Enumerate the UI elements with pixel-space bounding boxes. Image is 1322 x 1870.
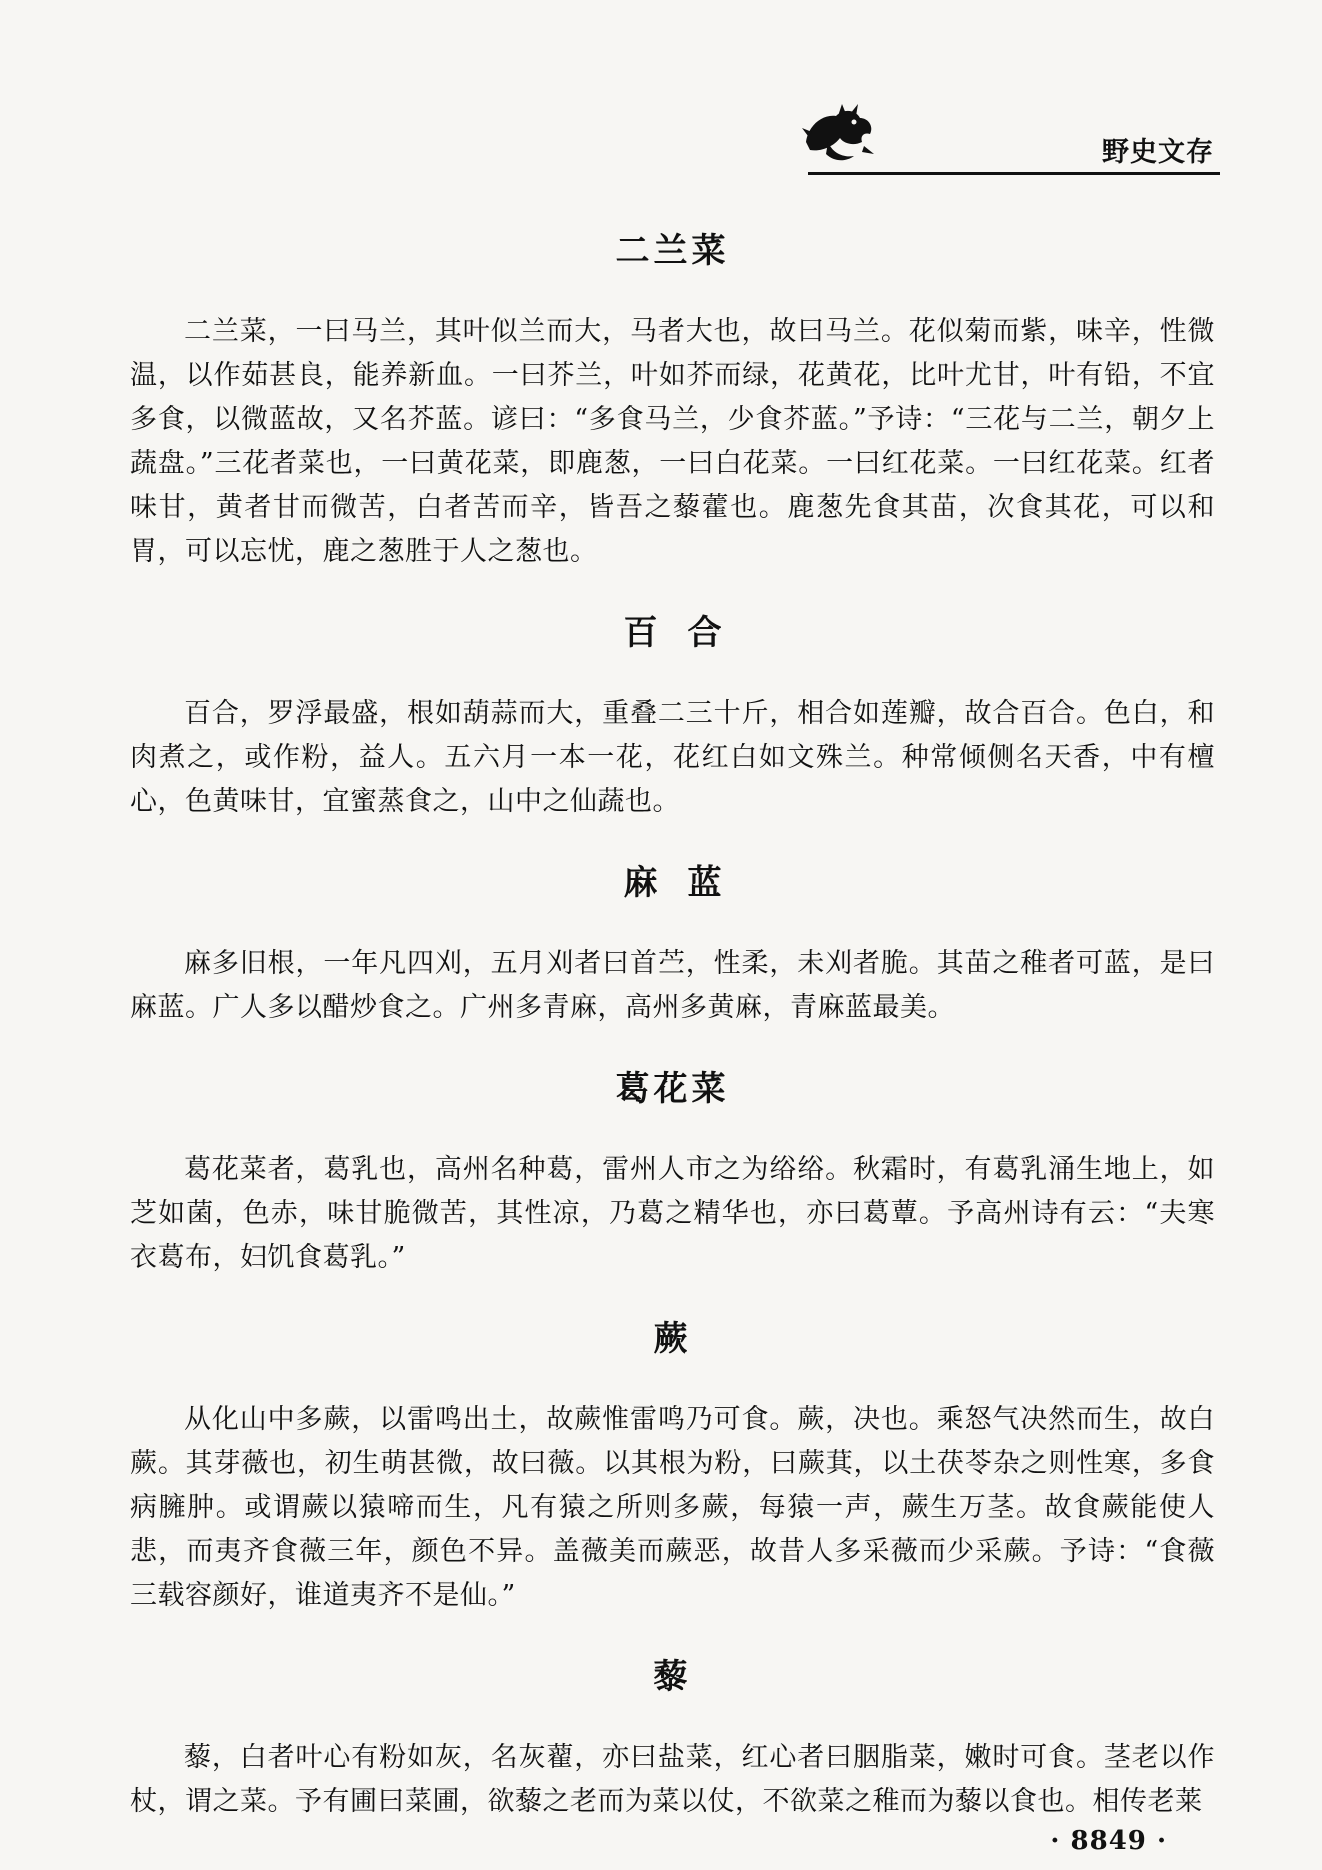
series-title: 野史文存: [1102, 137, 1214, 168]
section-title: 藜: [653, 1657, 692, 1697]
section-gehuacai: [130, 1066, 1215, 1280]
section-li: [130, 1654, 1215, 1824]
section-paragraph: 从化山中多蕨，以雷鸣出土，故蕨惟雷鸣乃可食。蕨，决也。乘怒气决然而生，故白蕨。其芽薇也，初生萌甚微，故曰薇。以其根为粉，曰蕨萁，以土茯苓杂之则性寒，多食病臃肿。或谓蕨以猿啼而生，凡有猿之所则多蕨，每猿一声，蕨生万茎。故食蕨能使人悲，而夷齐食薇三年，颜色不异。盖薇美而蕨恶，故昔人多采薇而少采蕨。予诗：“食薇三载容颜好，谁道夷齐不是仙。”: [130, 1404, 1215, 1611]
section-jue: [130, 1316, 1215, 1618]
page-header: [790, 100, 1220, 178]
section-baihe: [130, 610, 1215, 824]
section-title: 麻蓝: [623, 863, 752, 903]
section-paragraph: 葛花菜者，葛乳也，高州名种葛，雷州人市之为绤绤。秋霜时，有葛乳涌生地上，如芝如菌，色赤，味甘脆微苦，其性凉，乃葛之精华也，亦曰葛蕈。予高州诗有云：“夫寒衣葛布，妇饥食葛乳。”: [130, 1154, 1215, 1273]
section-paragraph: 麻多旧根，一年凡四刈，五月刈者曰首苎，性柔，未刈者脆。其苗之稚者可蓝，是曰麻蓝。广人多以醋炒食之。广州多青麻，高州多黄麻，青麻蓝最美。: [130, 948, 1215, 1023]
section-title: 蕨: [653, 1319, 692, 1359]
dragon-emblem-icon: [798, 102, 878, 166]
page-number: · 8849 ·: [1050, 1826, 1167, 1856]
section-erlancai: [130, 228, 1215, 574]
article-body: [130, 228, 1215, 1860]
header-rule: [808, 172, 1220, 175]
section-paragraph: 百合，罗浮最盛，根如葫蒜而大，重叠二三十斤，相合如莲瓣，故合百合。色白，和肉煮之，或作粉，益人。五六月一本一花，花红白如文殊兰。种常倾侧名天香，中有檀心，色黄味甘，宜蜜蒸食之，山中之仙蔬也。: [130, 698, 1215, 817]
section-title: 百合: [623, 613, 752, 653]
section-paragraph: 二兰菜，一曰马兰，其叶似兰而大，马者大也，故曰马兰。花似菊而紫，味辛，性微温，以作茹甚良，能养新血。一曰芥兰，叶如芥而绿，花黄花，比叶尤甘，叶有铅，不宜多食，以微蓝故，又名芥蓝。谚曰：“多食马兰，少食芥蓝。”予诗：“三花与二兰，朝夕上蔬盘。”三花者菜也，一曰黄花菜，即鹿葱，一曰白花菜。一曰红花菜。一曰红花菜。红者味甘，黄者甘而微苦，白者苦而辛，皆吾之藜藿也。鹿葱先食其苗，次食其花，可以和胃，可以忘忧，鹿之葱胜于人之葱也。: [130, 316, 1215, 567]
section-title: 葛花菜: [615, 1069, 730, 1109]
section-malan: [130, 860, 1215, 1030]
section-title: 二兰菜: [615, 231, 730, 271]
section-paragraph: 藜，白者叶心有粉如灰，名灰藋，亦曰盐菜，红心者曰胭脂菜，嫩时可食。茎老以作杖，谓之菜。予有圃曰菜圃，欲藜之老而为菜以仗，不欲菜之稚而为藜以食也。相传老莱: [130, 1742, 1215, 1817]
